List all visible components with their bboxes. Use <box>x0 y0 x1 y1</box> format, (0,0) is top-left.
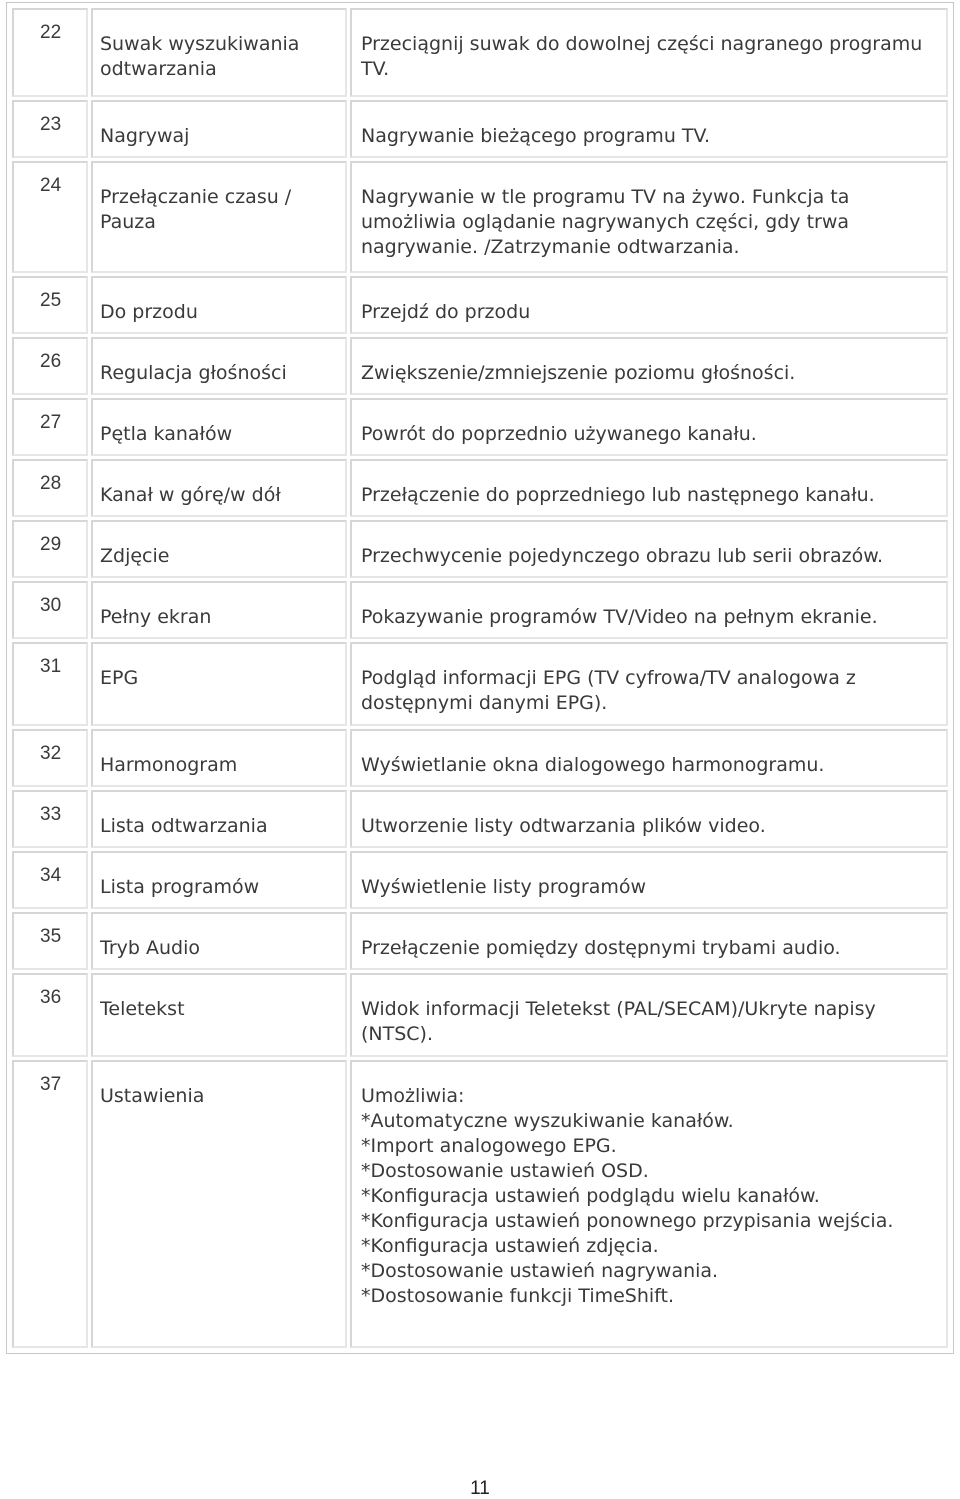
row-number: 34 <box>12 851 88 909</box>
function-description <box>350 8 948 97</box>
row-number: 25 <box>12 276 88 334</box>
description-line: *Dostosowanie ustawień nagrywania. <box>361 1260 719 1282</box>
row-number: 36 <box>12 973 88 1057</box>
function-name: Przełączanie czasu / Pauza <box>91 161 347 273</box>
function-name: Teletekst <box>91 973 347 1057</box>
table-row <box>12 337 948 395</box>
function-name: Kanał w górę/w dół <box>91 459 347 517</box>
table-row <box>12 973 948 1057</box>
function-description <box>350 520 948 578</box>
function-name: EPG <box>91 642 347 726</box>
description-line: Pokazywanie programów TV/Video na pełnym ekranie. <box>361 606 878 628</box>
row-number: 31 <box>12 642 88 726</box>
function-table-body <box>12 8 948 1348</box>
function-description <box>350 729 948 787</box>
function-table <box>9 5 951 1351</box>
row-number: 26 <box>12 337 88 395</box>
function-description <box>350 337 948 395</box>
function-name: Ustawienia <box>91 1060 347 1348</box>
function-description <box>350 276 948 334</box>
function-name: Pętla kanałów <box>91 398 347 456</box>
description-line: Przeciągnij suwak do dowolnej części nagranego programu TV. <box>361 33 923 80</box>
function-description <box>350 642 948 726</box>
description-line: Przełączenie pomiędzy dostępnymi trybami audio. <box>361 937 841 959</box>
description-line: Zwiększenie/zmniejszenie poziomu głośności. <box>361 362 796 384</box>
description-line: *Import analogowego EPG. <box>361 1135 617 1157</box>
description-line: Przechwycenie pojedynczego obrazu lub serii obrazów. <box>361 545 884 567</box>
description-line: Nagrywanie bieżącego programu TV. <box>361 125 711 147</box>
description-line: *Dostosowanie funkcji TimeShift. <box>361 1285 675 1307</box>
function-description <box>350 912 948 970</box>
table-row <box>12 1060 948 1348</box>
description-line: *Konfiguracja ustawień zdjęcia. <box>361 1235 659 1257</box>
description-line: Przejdź do przodu <box>361 301 531 323</box>
description-line: Wyświetlanie okna dialogowego harmonogramu. <box>361 754 825 776</box>
description-line: *Dostosowanie ustawień OSD. <box>361 1160 649 1182</box>
row-number: 37 <box>12 1060 88 1348</box>
function-description <box>350 398 948 456</box>
function-table-frame <box>6 2 954 1354</box>
table-row <box>12 729 948 787</box>
table-row <box>12 642 948 726</box>
function-name: Lista odtwarzania <box>91 790 347 848</box>
function-name: Suwak wyszukiwania odtwarzania <box>91 8 347 97</box>
function-description <box>350 161 948 273</box>
function-name: Tryb Audio <box>91 912 347 970</box>
table-row <box>12 100 948 158</box>
function-description <box>350 851 948 909</box>
row-number: 27 <box>12 398 88 456</box>
description-line: *Konfiguracja ustawień podglądu wielu kanałów. <box>361 1185 820 1207</box>
function-name: Do przodu <box>91 276 347 334</box>
function-name: Harmonogram <box>91 729 347 787</box>
row-number: 35 <box>12 912 88 970</box>
function-description <box>350 459 948 517</box>
table-row <box>12 8 948 97</box>
page-number: 11 <box>470 1478 490 1499</box>
function-description <box>350 100 948 158</box>
description-line: Podgląd informacji EPG (TV cyfrowa/TV analogowa z dostępnymi danymi EPG). <box>361 667 856 714</box>
table-row <box>12 161 948 273</box>
description-line: Przełączenie do poprzedniego lub następnego kanału. <box>361 484 875 506</box>
description-line: Utworzenie listy odtwarzania plików video. <box>361 815 766 837</box>
function-description <box>350 581 948 639</box>
description-line: *Automatyczne wyszukiwanie kanałów. <box>361 1110 734 1132</box>
description-line: Widok informacji Teletekst (PAL/SECAM)/Ukryte napisy (NTSC). <box>361 998 876 1045</box>
row-number: 32 <box>12 729 88 787</box>
row-number: 24 <box>12 161 88 273</box>
row-number: 30 <box>12 581 88 639</box>
description-line: Nagrywanie w tle programu TV na żywo. Funkcja ta umożliwia oglądanie nagrywanych części, gdy trwa nagrywanie. /Zatrzymanie odtwarzania. <box>361 186 850 258</box>
description-line: Wyświetlenie listy programów <box>361 876 647 898</box>
table-row <box>12 276 948 334</box>
table-row <box>12 851 948 909</box>
function-description <box>350 1060 948 1348</box>
function-name: Zdjęcie <box>91 520 347 578</box>
function-description <box>350 973 948 1057</box>
function-name: Nagrywaj <box>91 100 347 158</box>
table-row <box>12 520 948 578</box>
table-row <box>12 398 948 456</box>
row-number: 28 <box>12 459 88 517</box>
function-name: Lista programów <box>91 851 347 909</box>
table-row <box>12 459 948 517</box>
table-row <box>12 790 948 848</box>
description-line: Powrót do poprzednio używanego kanału. <box>361 423 757 445</box>
description-line: *Konfiguracja ustawień ponownego przypisania wejścia. <box>361 1210 894 1232</box>
function-description <box>350 790 948 848</box>
function-name: Pełny ekran <box>91 581 347 639</box>
description-line: Umożliwia: <box>361 1085 465 1107</box>
table-row <box>12 912 948 970</box>
function-name: Regulacja głośności <box>91 337 347 395</box>
row-number: 23 <box>12 100 88 158</box>
row-number: 22 <box>12 8 88 97</box>
row-number: 33 <box>12 790 88 848</box>
table-row <box>12 581 948 639</box>
row-number: 29 <box>12 520 88 578</box>
